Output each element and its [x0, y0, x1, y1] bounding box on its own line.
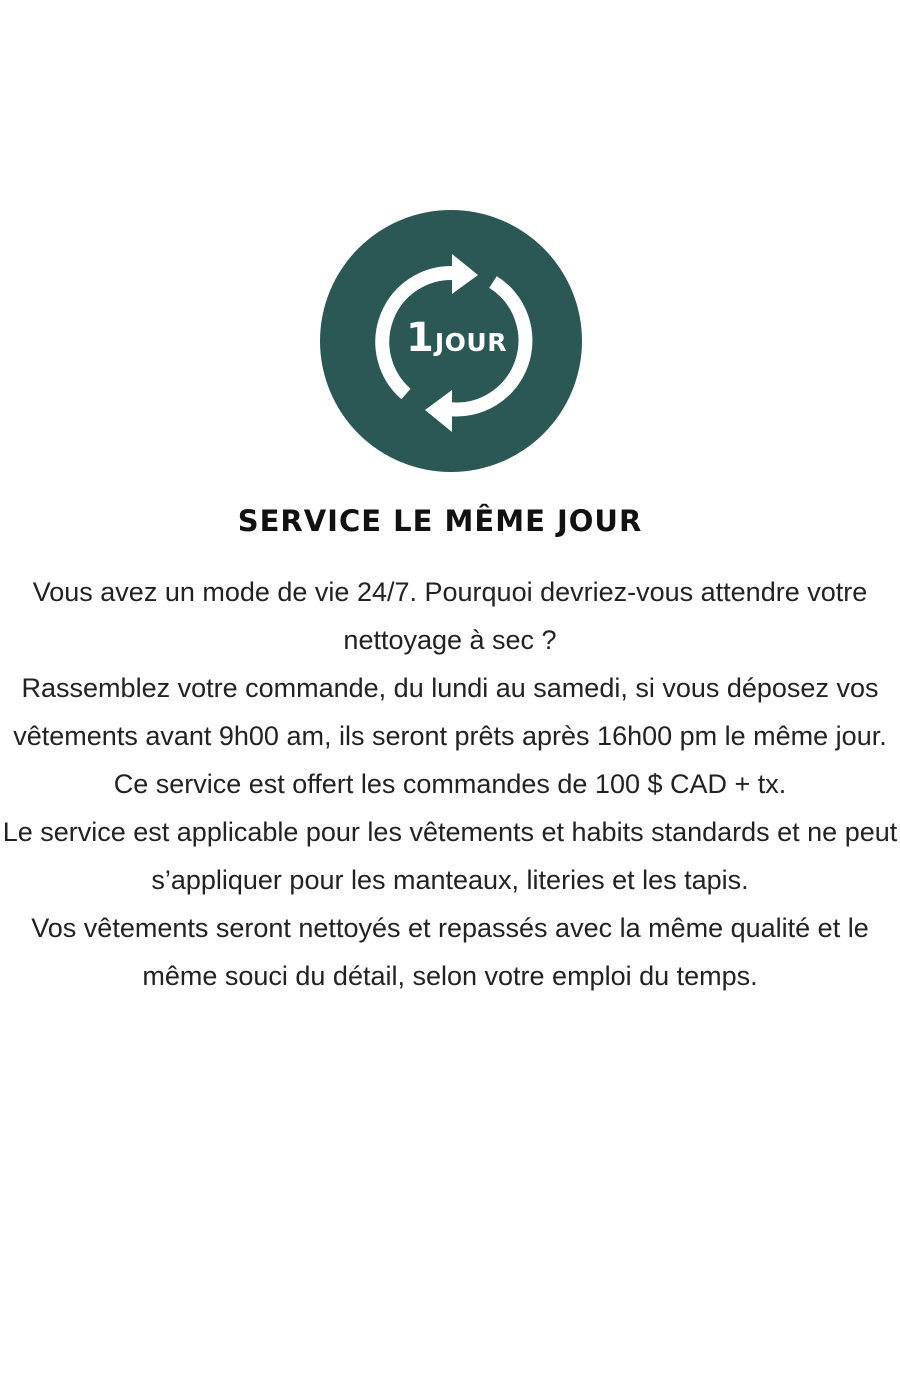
refresh-arrowhead-bottom — [425, 390, 452, 432]
description-paragraph: Ce service est offert les commandes de 100 $ CAD + tx. — [113, 769, 787, 799]
service-description — [0, 568, 900, 1000]
refresh-arrowhead-top — [452, 254, 478, 294]
badge-number: 1 — [406, 315, 433, 361]
description-paragraph: Vous avez un mode de vie 24/7. Pourquoi devriez-vous attendre votre nettoyage à sec ? — [32, 577, 868, 655]
badge-word: JOUR — [434, 328, 507, 357]
section-title: SERVICE LE MÊME JOUR — [237, 504, 643, 538]
same-day-badge — [320, 210, 582, 472]
description-paragraph: Vos vêtements seront nettoyés et repassés avec la même qualité et le même souci du détail, selon votre emploi du temps. — [31, 913, 869, 991]
description-paragraph: Le service est applicable pour les vêtements et habits standards et ne peut s’appliquer pour les manteaux, literies et les tapis. — [2, 817, 898, 895]
badge-label — [406, 315, 507, 361]
description-paragraph: Rassemblez votre commande, du lundi au samedi, si vous déposez vos vêtements avant 9h00 am, ils seront prêts après 16h00 pm le même jour. — [13, 673, 887, 751]
